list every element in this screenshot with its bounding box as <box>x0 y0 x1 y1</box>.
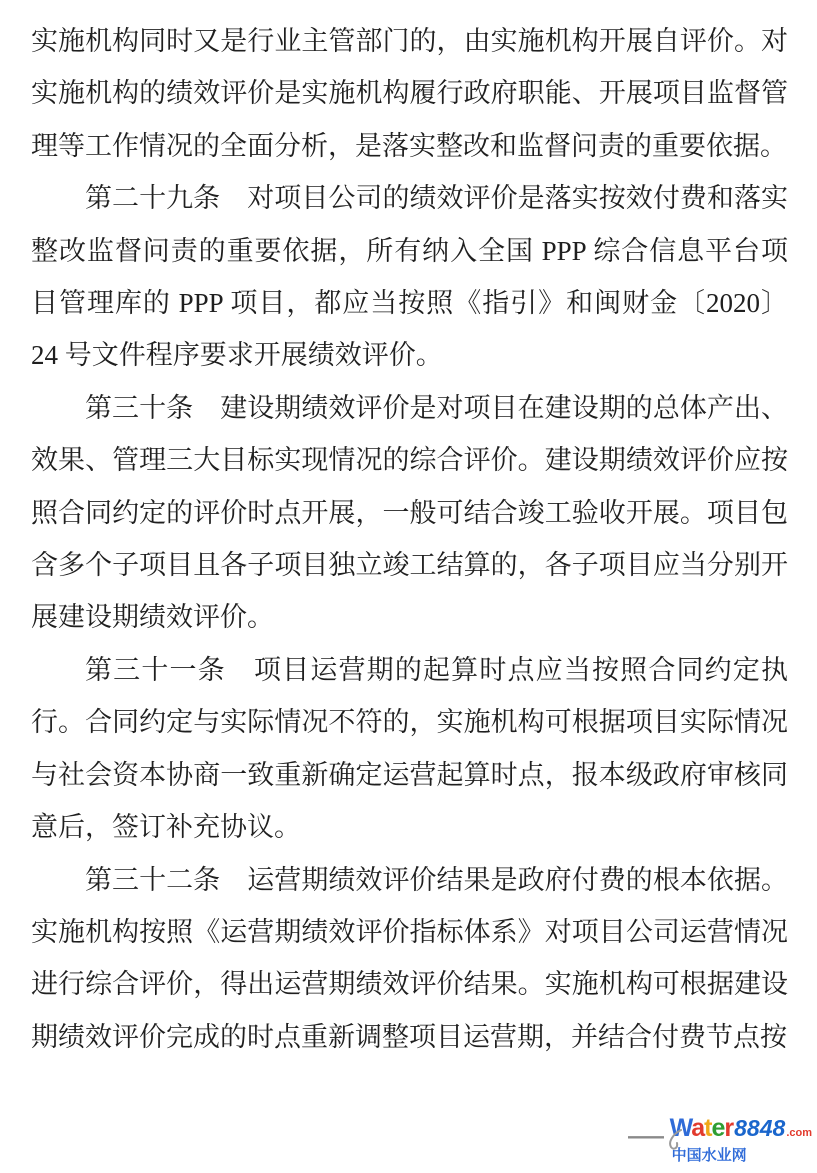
paragraph-continuation: 实施机构同时又是行业主管部门的，由实施机构开展自评价。对实施机构的绩效评价是实施机构履行政府职能、开展项目监督管理等工作情况的全面分析，是落实整改和监督问责的重要依据。 <box>31 26 788 161</box>
paragraph-article-32: 第三十二条 运营期绩效评价结果是政府付费的根本依据。实施机构按照《运营期绩效评价指标体系》对项目公司运营情况进行综合评价，得出运营期绩效评价结果。实施机构可根据建设期绩效评价完成的时点重新调整项目运营期，并结合付费节点按 <box>31 864 788 1052</box>
brand-letter: e <box>711 1114 725 1142</box>
paragraph-article-29: 第二十九条 对项目公司的绩效评价是落实按效付费和落实整改监督问责的重要依据，所有纳入全国 PPP 综合信息平台项目管理库的 PPP 项目，都应当按照《指引》和闽财金〔2020〕24 号文件程序要求开展绩效评价。 <box>31 183 788 371</box>
brand-logo <box>670 1116 812 1165</box>
brand-letter: W <box>669 1114 692 1142</box>
water-swash-icon <box>666 1129 686 1153</box>
brand-number: 8848 <box>734 1115 786 1141</box>
brand-letter: a <box>691 1114 705 1142</box>
paragraph-article-30: 第三十条 建设期绩效评价是对项目在建设期的总体产出、效果、管理三大目标实现情况的综合评价。建设期绩效评价应按照合同约定的评价时点开展，一般可结合竣工验收开展。项目包含多个子项目且各子项目独立竣工结算的，各子项目应当分别开展建设期绩效评价。 <box>31 392 788 633</box>
dash-decoration: — <box>627 1123 664 1150</box>
watermark-logo <box>627 1114 812 1165</box>
paragraph-article-31: 第三十一条 项目运营期的起算时点应当按照合同约定执行。合同约定与实际情况不符的，实施机构可根据项目实际情况与社会资本协商一致重新确定运营起算时点，报本级政府审核同意后，签订补充协议。 <box>31 654 788 843</box>
document-body <box>31 15 788 1063</box>
site-name: 中国水业网 <box>671 1147 747 1164</box>
brand-wordmark <box>670 1116 812 1141</box>
brand-tld: .com <box>786 1127 812 1139</box>
brand-letter: r <box>724 1114 734 1142</box>
brand-letter: t <box>704 1114 712 1142</box>
